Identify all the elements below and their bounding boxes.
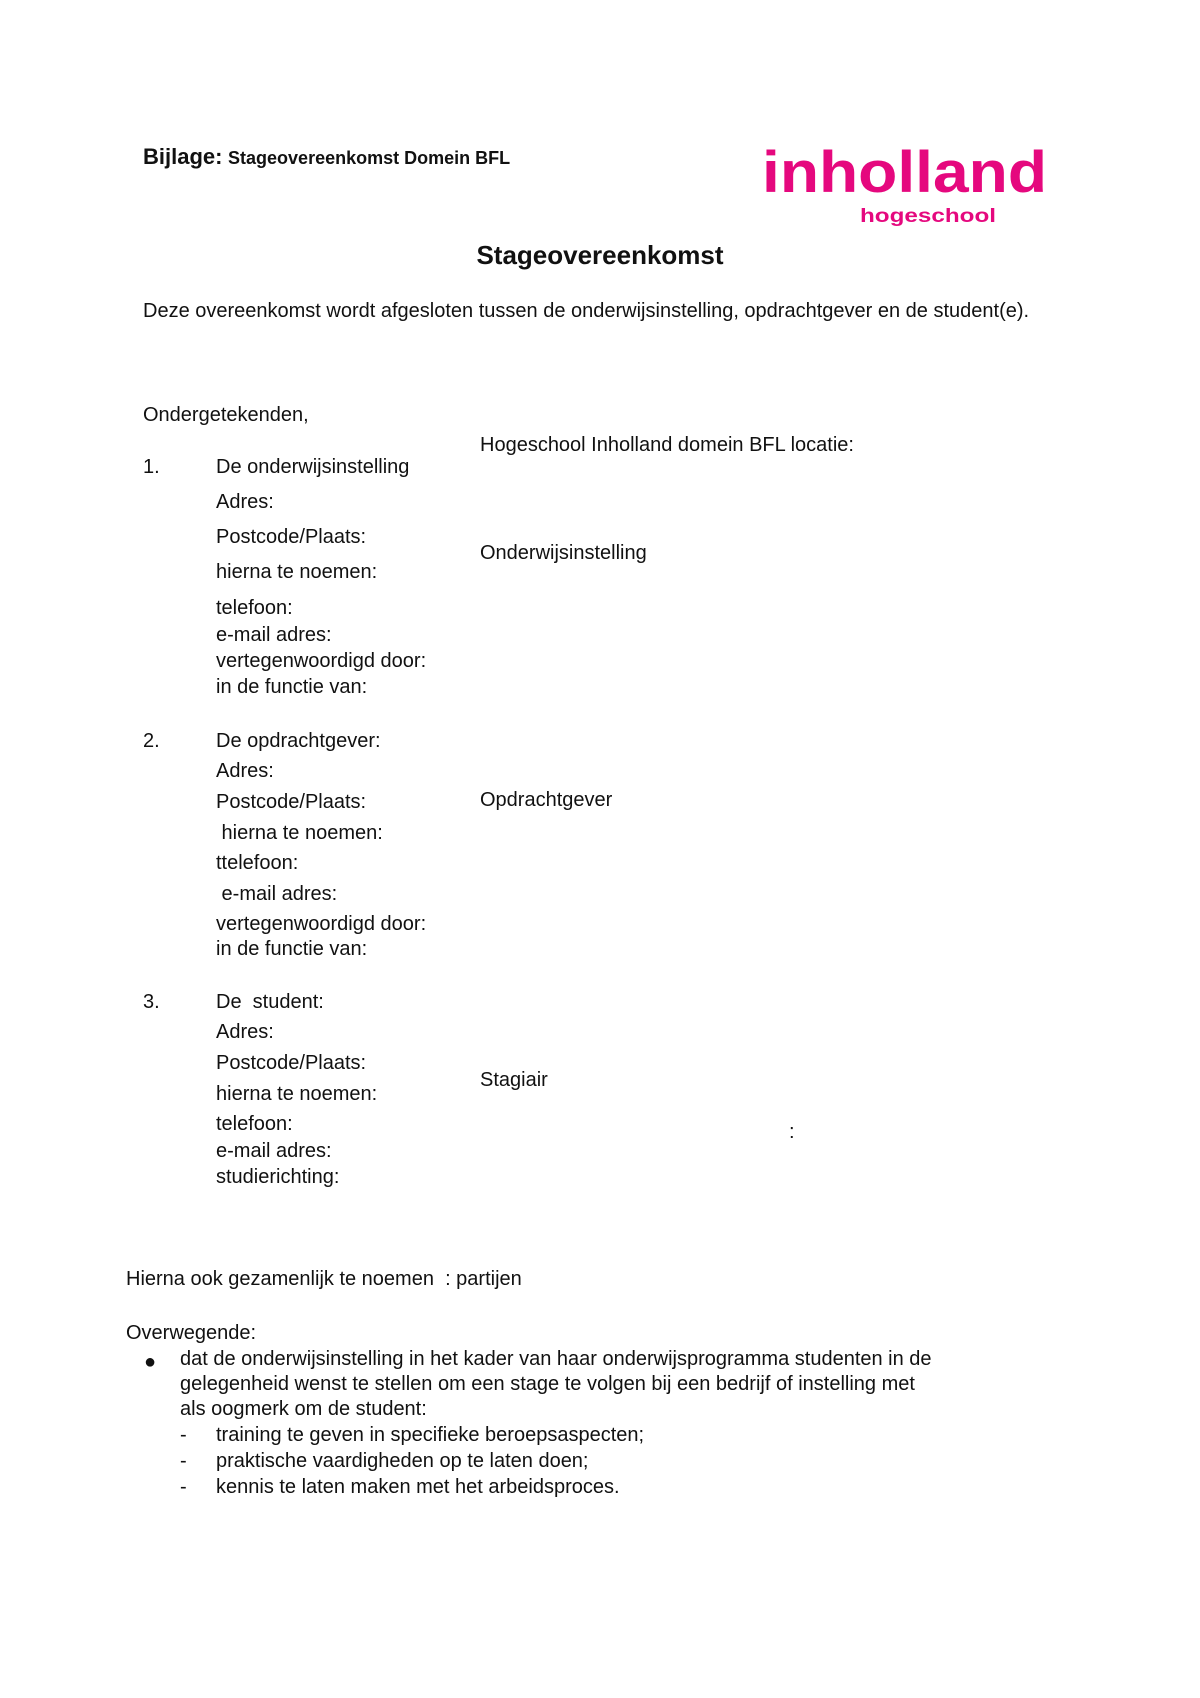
dash-icon: - [180,1450,187,1472]
dash-icon: - [180,1476,187,1498]
party-2-field: ttelefoon: [216,852,299,874]
party-3-right-name: Stagiair [480,1069,548,1091]
party-2-number: 2. [143,730,160,752]
attachment-label: Bijlage: [143,144,223,169]
party-1-right-top: Hogeschool Inholland domein BFL locatie: [480,434,854,456]
party-3-number: 3. [143,991,160,1013]
party-3-field: hierna te noemen: [216,1083,378,1105]
party-3-field: Postcode/Plaats: [216,1052,367,1074]
dash-icon: - [180,1424,187,1446]
document-title: Stageovereenkomst [476,240,724,270]
dash-item: praktische vaardigheden op te laten doen; [216,1450,589,1472]
party-2-heading: De opdrachtgever: [216,730,381,752]
party-1-right-name: Onderwijsinstelling [480,542,647,564]
bullet-line: gelegenheid wenst te stellen om een stage te volgen bij een bedrijf of instelling met [180,1373,915,1395]
party-2-field: Adres: [216,760,274,782]
considering-label: Overwegende: [126,1322,257,1344]
party-1-field: vertegenwoordigd door: [216,650,427,672]
party-2-field: e-mail adres: [216,883,338,905]
bullet-line: dat de onderwijsinstelling in het kader van haar onderwijsprogramma studenten in de [180,1348,932,1370]
dash-item: kennis te laten maken met het arbeidsproces. [216,1476,620,1498]
party-1-field: in de functie van: [216,676,368,698]
undersigned-label: Ondergetekenden, [143,404,309,426]
logo-graphic [762,140,1047,230]
logo-subtitle: hogeschool [860,206,996,227]
inholland-logo [762,140,1047,230]
party-1-field: telefoon: [216,597,293,619]
dash-item: training te geven in specifieke beroepsaspecten; [216,1424,645,1446]
party-3-field: Adres: [216,1021,274,1043]
party-2-right-name: Opdrachtgever [480,789,613,811]
attachment-title: Stageovereenkomst Domein BFL [228,148,511,168]
party-1-field: e-mail adres: [216,624,332,646]
party-1-field: Adres: [216,491,274,513]
party-3-field: studierichting: [216,1166,340,1188]
party-1-field: hierna te noemen: [216,561,378,583]
bullet-icon: ● [144,1351,157,1373]
party-2-field: Postcode/Plaats: [216,791,367,813]
intro-paragraph: Deze overeenkomst wordt afgesloten tussen de onderwijsinstelling, opdrachtgever en de student(e). [143,300,1030,322]
party-1-heading: De onderwijsinstelling [216,456,410,478]
bullet-line: als oogmerk om de student: [180,1398,427,1420]
jointly-statement: Hierna ook gezamenlijk te noemen : partijen [126,1268,522,1290]
party-2-field: in de functie van: [216,938,368,960]
party-1-field: Postcode/Plaats: [216,526,367,548]
party-2-field: hierna te noemen: [216,822,383,844]
party-3-field: e-mail adres: [216,1140,332,1162]
attachment-header [143,144,510,170]
logo-wordmark: inholland [762,140,1047,205]
party-3-heading: De student: [216,991,324,1013]
party-2-field: vertegenwoordigd door: [216,913,427,935]
party-1-number: 1. [143,456,160,478]
party-3-right-extra: : [789,1121,795,1143]
party-3-field: telefoon: [216,1113,293,1135]
